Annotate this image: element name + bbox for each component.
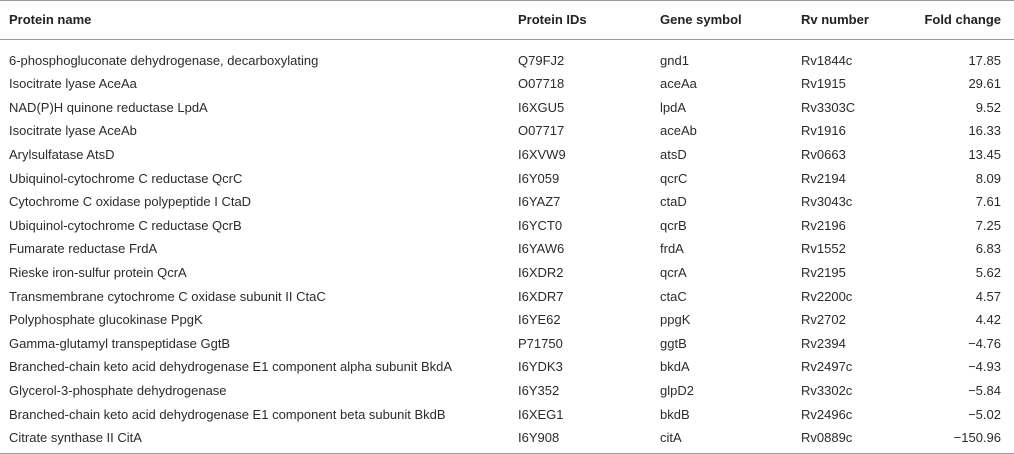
table-header-row xyxy=(0,0,1014,39)
table-row xyxy=(0,402,1014,426)
fold-change-cell: −4.93 xyxy=(968,359,1001,375)
fold-change-cell: 5.62 xyxy=(975,265,1001,281)
table-row xyxy=(0,119,1014,143)
protein-name-cell: Gamma-glutamyl transpeptidase GgtB xyxy=(9,335,231,351)
protein-name-cell: Arylsulfatase AtsD xyxy=(9,147,115,163)
fold-change-cell: −4.76 xyxy=(968,335,1001,351)
protein-id-cell: P71750 xyxy=(518,335,563,351)
protein-name-cell: NAD(P)H quinone reductase LpdA xyxy=(9,99,208,115)
gene-symbol-cell: aceAa xyxy=(660,76,697,92)
protein-id-cell: I6XDR7 xyxy=(518,288,564,304)
rv-number-cell: Rv2394 xyxy=(801,335,846,351)
fold-change-cell: −5.84 xyxy=(968,383,1001,399)
gene-symbol-cell: aceAb xyxy=(660,123,697,139)
protein-name-cell: Glycerol-3-phosphate dehydrogenase xyxy=(9,383,227,399)
table-row xyxy=(0,379,1014,403)
protein-name-cell: Ubiquinol-cytochrome C reductase QcrC xyxy=(9,170,243,186)
rv-number-cell: Rv2200c xyxy=(801,288,853,304)
table-row xyxy=(0,332,1014,356)
fold-change-cell: 7.25 xyxy=(975,217,1001,233)
protein-id-cell: I6YAZ7 xyxy=(518,194,561,210)
table-row xyxy=(0,426,1014,450)
table-row xyxy=(0,261,1014,285)
fold-change-cell: 9.52 xyxy=(975,99,1001,115)
rv-number-cell: Rv1844c xyxy=(801,52,853,68)
gene-symbol-cell: lpdA xyxy=(660,99,687,115)
protein-name-cell: Isocitrate lyase AceAb xyxy=(9,123,137,139)
protein-name-cell: Branched-chain keto acid dehydrogenase E1 component alpha subunit BkdA xyxy=(9,359,453,375)
fold-change-cell: −150.96 xyxy=(953,430,1001,446)
table-row xyxy=(0,190,1014,214)
table-row xyxy=(0,284,1014,308)
fold-change-cell: 17.85 xyxy=(968,52,1001,68)
table-row xyxy=(0,72,1014,96)
protein-id-cell: I6XDR2 xyxy=(518,265,564,281)
protein-id-cell: I6Y908 xyxy=(518,430,560,446)
rv-number-cell: Rv2702 xyxy=(801,312,846,328)
fold-change-cell: −5.02 xyxy=(968,406,1001,422)
table-row xyxy=(0,96,1014,120)
fold-change-cell: 16.33 xyxy=(968,123,1001,139)
protein-id-cell: I6Y352 xyxy=(518,383,560,399)
gene-symbol-cell: ctaC xyxy=(660,288,687,304)
table-row xyxy=(0,214,1014,238)
gene-symbol-cell: bkdB xyxy=(660,406,690,422)
gene-symbol-cell: qcrB xyxy=(660,217,687,233)
header-protein-ids: Protein IDs xyxy=(518,12,587,27)
protein-name-cell: Rieske iron-sulfur protein QcrA xyxy=(9,265,187,281)
protein-name-cell: Isocitrate lyase AceAa xyxy=(9,76,137,92)
fold-change-cell: 4.42 xyxy=(975,312,1001,328)
header-gene-symbol: Gene symbol xyxy=(660,12,742,27)
rv-number-cell: Rv1552 xyxy=(801,241,846,257)
gene-symbol-cell: atsD xyxy=(660,147,687,163)
rv-number-cell: Rv3043c xyxy=(801,194,853,210)
protein-name-cell: Ubiquinol-cytochrome C reductase QcrB xyxy=(9,217,242,233)
header-fold-change: Fold change xyxy=(924,12,1001,27)
table-body xyxy=(0,39,1014,450)
gene-symbol-cell: qcrC xyxy=(660,170,688,186)
gene-symbol-cell: ctaD xyxy=(660,194,687,210)
protein-name-cell: Cytochrome C oxidase polypeptide I CtaD xyxy=(9,194,252,210)
gene-symbol-cell: citA xyxy=(660,430,682,446)
gene-symbol-cell: ggtB xyxy=(660,335,687,351)
rv-number-cell: Rv3303C xyxy=(801,99,856,115)
fold-change-cell: 8.09 xyxy=(975,170,1001,186)
protein-name-cell: Fumarate reductase FrdA xyxy=(9,241,158,257)
protein-id-cell: I6XGU5 xyxy=(518,99,565,115)
protein-id-cell: I6YDK3 xyxy=(518,359,563,375)
gene-symbol-cell: bkdA xyxy=(660,359,690,375)
table-row xyxy=(0,39,1014,72)
gene-symbol-cell: glpD2 xyxy=(660,383,694,399)
fold-change-cell: 6.83 xyxy=(975,241,1001,257)
rv-number-cell: Rv0889c xyxy=(801,430,853,446)
table-row xyxy=(0,308,1014,332)
rv-number-cell: Rv2497c xyxy=(801,359,853,375)
protein-id-cell: I6XEG1 xyxy=(518,406,564,422)
rv-number-cell: Rv2195 xyxy=(801,265,846,281)
table-row xyxy=(0,237,1014,261)
fold-change-cell: 13.45 xyxy=(968,147,1001,163)
protein-id-cell: I6YAW6 xyxy=(518,241,565,257)
table-row xyxy=(0,166,1014,190)
rv-number-cell: Rv0663 xyxy=(801,147,846,163)
rv-number-cell: Rv2196 xyxy=(801,217,846,233)
header-rv-number: Rv number xyxy=(801,12,869,27)
gene-symbol-cell: qcrA xyxy=(660,265,687,281)
rv-number-cell: Rv2496c xyxy=(801,406,853,422)
gene-symbol-cell: frdA xyxy=(660,241,684,257)
protein-id-cell: I6Y059 xyxy=(518,170,560,186)
rv-number-cell: Rv3302c xyxy=(801,383,853,399)
protein-id-cell: O07718 xyxy=(518,76,565,92)
protein-name-cell: Branched-chain keto acid dehydrogenase E1 component beta subunit BkdB xyxy=(9,406,446,422)
protein-id-cell: I6YCT0 xyxy=(518,217,563,233)
header-protein-name: Protein name xyxy=(9,12,92,27)
protein-id-cell: O07717 xyxy=(518,123,565,139)
table-row xyxy=(0,143,1014,167)
rv-number-cell: Rv1915 xyxy=(801,76,846,92)
fold-change-cell: 7.61 xyxy=(975,194,1001,210)
protein-id-cell: Q79FJ2 xyxy=(518,52,565,68)
fold-change-cell: 4.57 xyxy=(975,288,1001,304)
protein-name-cell: 6-phosphogluconate dehydrogenase, decarboxylating xyxy=(9,52,319,68)
protein-name-cell: Transmembrane cytochrome C oxidase subunit II CtaC xyxy=(9,288,326,304)
fold-change-cell: 29.61 xyxy=(968,76,1001,92)
protein-id-cell: I6YE62 xyxy=(518,312,561,328)
protein-name-cell: Citrate synthase II CitA xyxy=(9,430,142,446)
gene-symbol-cell: gnd1 xyxy=(660,52,689,68)
protein-id-cell: I6XVW9 xyxy=(518,147,566,163)
gene-symbol-cell: ppgK xyxy=(660,312,691,328)
rv-number-cell: Rv1916 xyxy=(801,123,846,139)
protein-name-cell: Polyphosphate glucokinase PpgK xyxy=(9,312,203,328)
table-row xyxy=(0,355,1014,379)
rv-number-cell: Rv2194 xyxy=(801,170,846,186)
